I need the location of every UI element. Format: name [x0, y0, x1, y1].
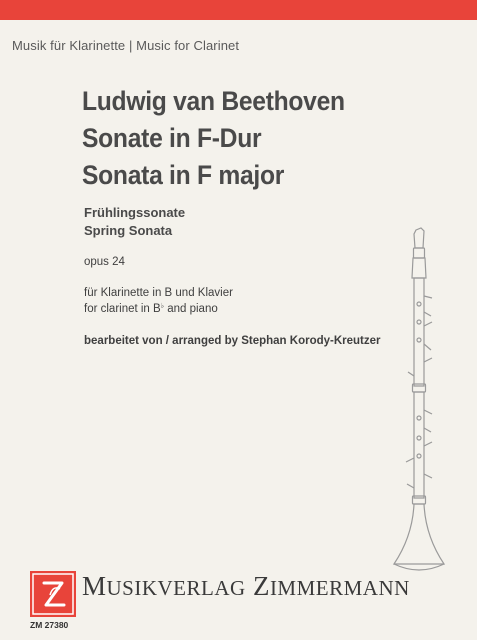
publisher-name: [82, 571, 410, 602]
subtitle-english: Spring Sonata: [84, 223, 173, 238]
instrumentation-english-suffix: and piano: [164, 303, 218, 315]
clarinet-illustration: [388, 226, 450, 588]
work-title-german: Sonate in F-Dur: [82, 123, 262, 153]
order-number: ZM 27380: [30, 620, 69, 630]
instrumentation-german: für Klarinette in B und Klavier: [84, 287, 233, 299]
arranger-credit: bearbeitet von / arranged by Stephan Korody-Kreutzer: [84, 335, 381, 347]
instrumentation-english: [84, 303, 218, 315]
series-title: Musik für Klarinette | Music for Clarinet: [12, 38, 240, 53]
top-color-band: [0, 0, 477, 20]
work-title-english: Sonata in F major: [82, 160, 285, 190]
publisher-name-usikverlag: USIKVERLAG: [106, 576, 246, 600]
publisher-name-immermann: IMMERMANN: [269, 576, 410, 600]
publisher-name-m: M: [82, 571, 107, 601]
opus-number: opus 24: [84, 256, 125, 268]
publisher-logo: [30, 571, 76, 617]
instrumentation-english-prefix: for clarinet in B: [84, 303, 161, 315]
publisher-name-z: Z: [245, 571, 270, 601]
flat-sign: ♭: [160, 303, 165, 310]
subtitle-german: Frühlingssonate: [84, 205, 186, 220]
composer-name: Ludwig van Beethoven: [82, 86, 345, 116]
